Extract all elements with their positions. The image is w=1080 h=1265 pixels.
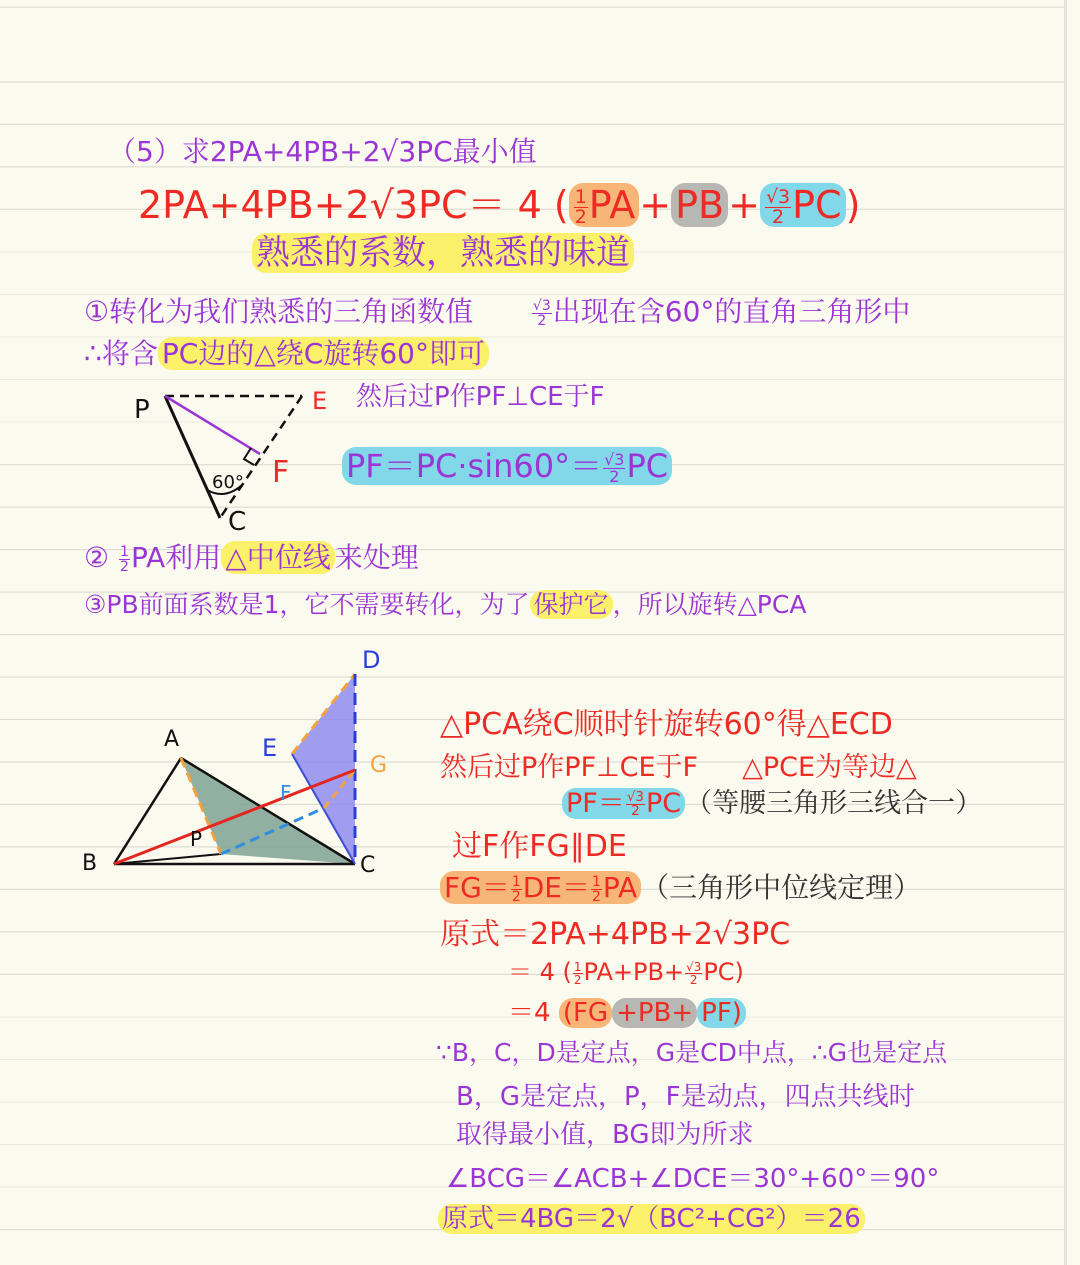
main-eq-term3 bbox=[760, 183, 846, 227]
step3-b: 保护它 bbox=[530, 590, 613, 619]
plus-sign: + bbox=[728, 183, 760, 227]
frac-num: 1 bbox=[573, 959, 582, 974]
question-heading bbox=[108, 135, 537, 168]
sol-l3c: （等腰三角形三线合一） bbox=[685, 788, 983, 819]
step1-line2-b: PC边的△绕C旋转60°即可 bbox=[158, 337, 489, 370]
point-f-label: F bbox=[280, 781, 292, 805]
step2-a: ② bbox=[84, 541, 119, 574]
point-e-label: E bbox=[262, 734, 278, 762]
main-eq-term1 bbox=[569, 183, 640, 227]
pf-eq-a: PF＝PC·sin60°＝ bbox=[346, 447, 603, 485]
frac-den: 2 bbox=[631, 803, 640, 819]
step3-c: ，所以旋转△PCA bbox=[612, 590, 807, 619]
frac-num: √3 bbox=[765, 186, 791, 208]
frac-num: √3 bbox=[604, 449, 625, 469]
sol-l5c: PA bbox=[602, 871, 638, 904]
frac-num: √3 bbox=[626, 788, 645, 805]
question-tail: 最小值 bbox=[452, 135, 537, 168]
sol-l3a: PF＝ bbox=[566, 788, 625, 819]
frac-den: 2 bbox=[771, 206, 785, 228]
step1-line1 bbox=[84, 295, 911, 329]
frac-den: 2 bbox=[689, 972, 698, 987]
main-equation bbox=[138, 183, 861, 228]
step1-line2-a: ∴将含 bbox=[84, 337, 158, 370]
term-text: PA bbox=[588, 183, 636, 227]
solution-minimum: 取得最小值，BG即为所求 bbox=[456, 1120, 754, 1150]
frac-den: 2 bbox=[120, 558, 129, 575]
question-expression: 2PA+4PB+2√3PC bbox=[209, 135, 453, 168]
frac-num: √3 bbox=[532, 297, 551, 314]
solution-angle: ∠BCG＝∠ACB+∠DCE＝30°+60°＝90° bbox=[446, 1164, 940, 1194]
step1-text-a: ①转化为我们熟悉的三角函数值 bbox=[84, 295, 474, 328]
sol-final-text: 原式＝4BG＝2√（BC²+CG²）＝26 bbox=[438, 1204, 865, 1234]
line-ec bbox=[220, 396, 302, 518]
sol-l7a: ＝ 4 ( bbox=[508, 958, 572, 986]
point-p-label: P bbox=[190, 827, 203, 851]
frac-den: 2 bbox=[609, 466, 620, 486]
geometry-figure bbox=[72, 640, 412, 880]
solution-rotation: △PCA绕C顺时针旋转60°得△ECD bbox=[440, 707, 893, 742]
step2-b: PA利用 bbox=[130, 541, 222, 574]
solution-collinear: B，G是定点，P，F是动点，四点共线时 bbox=[456, 1082, 915, 1112]
frac-num: √3 bbox=[686, 959, 702, 974]
step2 bbox=[84, 541, 419, 575]
point-p-label: P bbox=[134, 395, 150, 425]
frac-den: 2 bbox=[511, 888, 521, 905]
point-b-label: B bbox=[82, 851, 98, 876]
rotation-triangle-figure bbox=[120, 382, 330, 542]
familiar-note bbox=[252, 233, 634, 273]
step1-line2 bbox=[84, 337, 489, 370]
main-eq-lhs: 2PA+4PB+2√3PC＝ 4 ( bbox=[138, 183, 569, 227]
sol-l5b: DE＝ bbox=[522, 871, 590, 904]
point-c-label: C bbox=[360, 853, 376, 878]
solution-pf-eq bbox=[562, 790, 982, 819]
point-c-label: C bbox=[228, 507, 247, 537]
close-paren: ) bbox=[845, 183, 861, 227]
frac-num: 1 bbox=[511, 873, 521, 890]
point-g-label: G bbox=[370, 753, 388, 778]
pf-construction-note: 然后过P作PF⊥CE于F bbox=[356, 382, 605, 412]
pf-equation-highlight bbox=[342, 447, 672, 485]
sol-l8a: ＝4 bbox=[508, 998, 559, 1028]
angle-label: 60° bbox=[212, 472, 244, 493]
plus-sign: + bbox=[639, 183, 672, 227]
sol-l2b: △PCE为等边△ bbox=[742, 752, 917, 783]
point-a-label: A bbox=[164, 727, 180, 752]
frac-den: 2 bbox=[592, 888, 601, 905]
frac-num: 1 bbox=[592, 873, 601, 890]
fg-eq-highlight bbox=[440, 871, 641, 904]
frac-num: 1 bbox=[120, 543, 129, 560]
sol-l2a: 然后过P作PF⊥CE于F bbox=[440, 752, 699, 783]
sol-l5d: （三角形中位线定理） bbox=[641, 871, 922, 904]
solution-pf-line bbox=[440, 754, 917, 781]
sol-l7b: PA+PB+ bbox=[583, 958, 685, 986]
point-f-label: F bbox=[272, 455, 290, 490]
step3-a: ③PB前面系数是1，它不需要转化，为了 bbox=[84, 590, 530, 619]
pf-eq-highlight bbox=[562, 788, 685, 819]
point-e-label: E bbox=[312, 387, 328, 415]
sol-l8d: PF) bbox=[697, 998, 746, 1028]
solution-step-b bbox=[508, 1000, 746, 1026]
solution-original: 原式＝2PA+4PB+2√3PC bbox=[440, 917, 791, 952]
familiar-text: 熟悉的系数，熟悉的味道 bbox=[252, 233, 634, 273]
sol-l3b: PC bbox=[646, 788, 682, 819]
step1-text-b: 出现在含60°的直角三角形中 bbox=[552, 295, 911, 328]
frac-den: 2 bbox=[574, 206, 587, 228]
frac-den: 2 bbox=[573, 972, 582, 987]
frac-num: 1 bbox=[574, 186, 587, 208]
pf-eq-b: PC bbox=[626, 447, 669, 485]
sol-l7c: PC) bbox=[703, 958, 744, 986]
line-pc bbox=[165, 396, 220, 518]
sol-l5a: FG＝ bbox=[444, 871, 510, 904]
solution-step-a bbox=[508, 960, 744, 986]
point-d-label: D bbox=[362, 646, 381, 674]
frac-den: 2 bbox=[537, 312, 547, 329]
step3 bbox=[84, 592, 806, 617]
step2-d: 来处理 bbox=[334, 541, 419, 574]
solution-fg-eq bbox=[440, 871, 922, 905]
line-ab bbox=[114, 758, 181, 864]
term-text: PC bbox=[792, 183, 842, 227]
solution-fixed-points: ∵B，C，D是定点，G是CD中点，∴G也是定点 bbox=[436, 1038, 948, 1067]
main-eq-term2: PB bbox=[671, 183, 728, 227]
pf-equation bbox=[342, 447, 672, 486]
sol-l8b: (FG bbox=[559, 998, 612, 1028]
question-label: （5）求 bbox=[108, 135, 210, 168]
step2-c: △中位线 bbox=[221, 541, 335, 574]
solution-final bbox=[438, 1206, 865, 1232]
solution-fg-construct: 过F作FG∥DE bbox=[452, 829, 627, 864]
sol-l8c: +PB+ bbox=[612, 998, 697, 1028]
